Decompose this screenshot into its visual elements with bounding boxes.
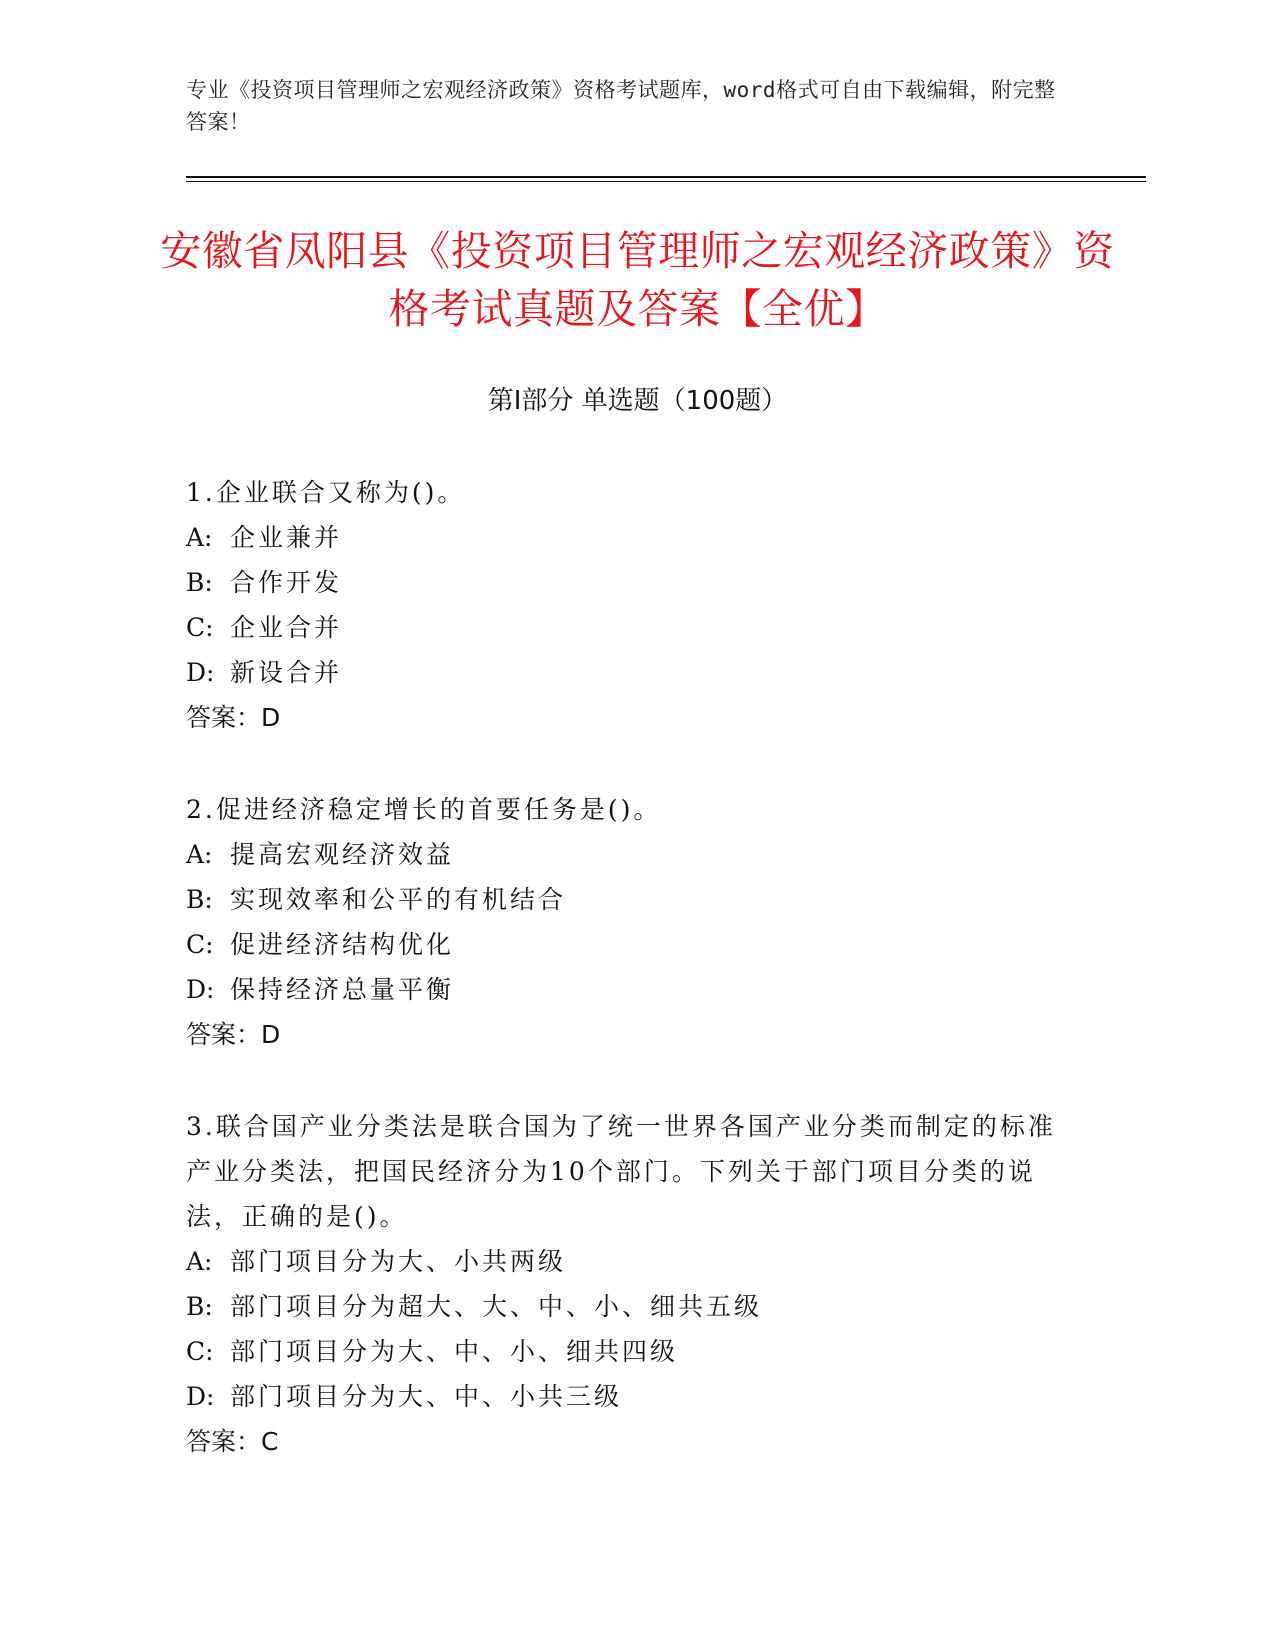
option-key: A: <box>186 523 213 552</box>
option-text: 部门项目分为大、小共两级 <box>230 1247 567 1276</box>
option-a <box>186 832 1076 877</box>
option-key: B: <box>186 568 213 597</box>
option-text: 实现效率和公平的有机结合 <box>230 885 567 914</box>
answer-line: 答案：D <box>186 1020 281 1049</box>
question-stem: 2.促进经济稳定增长的首要任务是()。 <box>186 795 662 824</box>
option-key: B: <box>186 1292 213 1321</box>
question-list <box>186 470 1076 1511</box>
answer-line: 答案：C <box>186 1427 279 1456</box>
option-text: 保持经济总量平衡 <box>230 975 455 1004</box>
header-rule-thick <box>186 176 1146 178</box>
option-c <box>186 605 1076 650</box>
document-title: 安徽省凤阳县《投资项目管理师之宏观经济政策》资格考试真题及答案【全优】 <box>160 227 1115 333</box>
question-stem: 1.企业联合又称为()。 <box>186 478 466 507</box>
option-text: 企业合并 <box>230 613 343 642</box>
option-key: C: <box>186 930 214 959</box>
option-text: 新设合并 <box>230 658 343 687</box>
option-text: 促进经济结构优化 <box>230 930 455 959</box>
option-a <box>186 515 1076 560</box>
header-rule-thin <box>186 181 1146 182</box>
option-c <box>186 1329 1076 1374</box>
header-note: 专业《投资项目管理师之宏观经济政策》资格考试题库，word格式可自由下载编辑，附完整答案！ <box>186 78 1056 134</box>
option-d <box>186 1374 1076 1419</box>
option-a <box>186 1239 1076 1284</box>
option-key: C: <box>186 1337 214 1366</box>
question-3 <box>186 1104 1076 1464</box>
option-c <box>186 922 1076 967</box>
option-b <box>186 1284 1076 1329</box>
option-key: A: <box>186 1247 213 1276</box>
option-text: 部门项目分为超大、大、中、小、细共五级 <box>230 1292 763 1321</box>
option-key: C: <box>186 613 214 642</box>
option-key: D: <box>186 658 215 687</box>
option-b <box>186 877 1076 922</box>
answer-line: 答案：D <box>186 703 281 732</box>
option-key: D: <box>186 1382 215 1411</box>
option-text: 部门项目分为大、中、小、细共四级 <box>230 1337 679 1366</box>
option-text: 合作开发 <box>230 568 343 597</box>
option-text: 提高宏观经济效益 <box>230 840 455 869</box>
option-d <box>186 650 1076 695</box>
option-text: 企业兼并 <box>230 523 343 552</box>
question-1 <box>186 470 1076 740</box>
question-stem: 3.联合国产业分类法是联合国为了统一世界各国产业分类而制定的标准产业分类法，把国民经济分为10个部门。下列关于部门项目分类的说法，正确的是()。 <box>186 1112 1056 1231</box>
option-b <box>186 560 1076 605</box>
question-2 <box>186 787 1076 1057</box>
section-title: 第I部分 单选题（100题） <box>487 386 788 416</box>
option-text: 部门项目分为大、中、小共三级 <box>230 1382 623 1411</box>
option-key: A: <box>186 840 213 869</box>
option-key: B: <box>186 885 213 914</box>
option-d <box>186 967 1076 1012</box>
option-key: D: <box>186 975 215 1004</box>
